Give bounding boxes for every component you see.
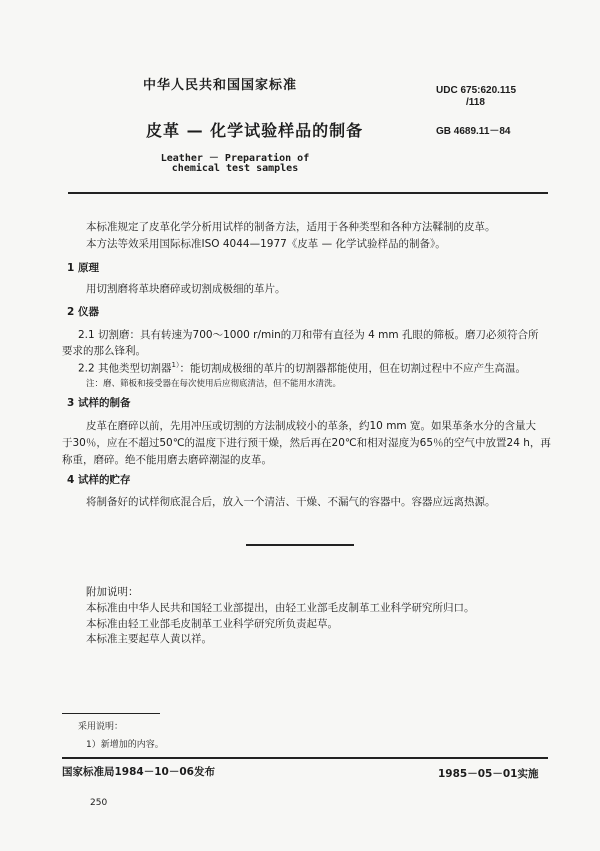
effective-date: 1985－05－01实施	[438, 768, 539, 780]
addendum-line3: 本标准主要起草人黄以祥。	[86, 633, 212, 645]
footnote-marker: 1）	[171, 361, 180, 369]
header-rule	[68, 192, 548, 194]
addendum-heading: 附加说明：	[86, 586, 139, 598]
standard-number: GB 4689.11－84	[436, 126, 511, 137]
item-2-2-text: ：能切割成极细的革片的切割器都能使用，但在切割过程中不应产生高温。	[179, 362, 527, 375]
section-3-line1: 皮革在磨碎以前，先用冲压或切割的方法制成较小的革条，约10 mm 宽。如果革条水分的含量大	[86, 420, 536, 432]
section-end-rule	[246, 544, 354, 546]
section-4-text: 将制备好的试样彻底混合后，放入一个清洁、干燥、不漏气的容器中。容器应远离热源。	[86, 496, 496, 508]
page-number: 250	[90, 798, 108, 808]
item-2-2	[78, 360, 526, 376]
intro-scope: 本标准规定了皮革化学分析用试样的制备方法，适用于各种类型和各种方法鞣制的皮革。	[86, 221, 496, 233]
addendum-line1: 本标准由中华人民共和国轻工业部提出，由轻工业部毛皮制革工业科学研究所归口。	[86, 602, 475, 614]
english-title-line2: chemical test samples	[171, 163, 299, 174]
addendum-line2: 本标准由轻工业部毛皮制革工业科学研究所负责起草。	[86, 618, 338, 630]
footer-rule	[62, 757, 548, 759]
footnote-heading: 采用说明：	[78, 722, 124, 732]
cleaning-note: 注：磨、筛板和接受器在每次使用后应彻底清洁，但不能用水清洗。	[86, 379, 342, 389]
document-title: 皮革 — 化学试验样品的制备	[146, 121, 364, 140]
footnote-text: 1）新增加的内容。	[86, 740, 164, 750]
issue-date: 国家标准局1984－10－06发布	[62, 766, 215, 778]
item-2-2-label: 2.2 其他类型切割器	[78, 362, 172, 375]
footnote-rule	[62, 713, 160, 714]
issuing-authority: 中华人民共和国国家标准	[143, 78, 298, 93]
section-1-text: 用切割磨将革块磨碎或切割成极细的革片。	[86, 283, 286, 295]
udc-code-suffix: /118	[466, 97, 485, 108]
intro-equivalence: 本方法等效采用国际标准ISO 4044—1977《皮革 — 化学试验样品的制备》。	[86, 238, 446, 250]
english-title-line1: Leather － Preparation of	[160, 153, 310, 164]
section-1-heading: 1 原理	[67, 262, 99, 274]
item-2-1-line1: 2.1 切割磨：具有转速为700～1000 r/min的刀和带有直径为 4 mm 孔眼的筛板。磨刀必须符合所	[78, 329, 539, 341]
item-2-1-line2: 要求的那么锋利。	[62, 345, 146, 357]
section-4-heading: 4 试样的贮存	[67, 474, 131, 486]
section-2-heading: 2 仪器	[67, 306, 99, 318]
section-3-heading: 3 试样的制备	[67, 397, 131, 409]
udc-code: UDC 675:620.115	[436, 85, 517, 96]
section-3-line3: 称重，磨碎。绝不能用磨去磨碎潮湿的皮革。	[62, 454, 272, 466]
section-3-line2: 于30％，应在不超过50℃的温度下进行预干燥，然后再在20℃和相对湿度为65％的空气中放置24 h，再	[62, 437, 551, 449]
